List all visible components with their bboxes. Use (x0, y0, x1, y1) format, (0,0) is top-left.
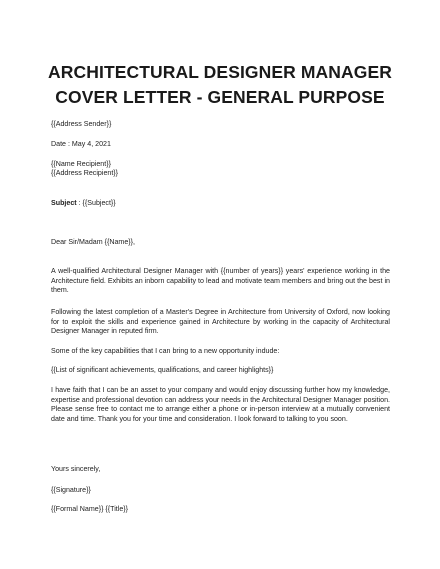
paragraph-introduction: A well-qualified Architectural Designer Manager with {{number of years}} years' experience working in the Architecture field. Exhibits an inborn capability to lead and motivate team members and bring out the best in them. (51, 267, 390, 295)
salutation: Dear Sir/Madam {{Name}}, (51, 238, 135, 246)
recipient-name: {{Name Recipient}} (51, 160, 111, 168)
paragraph-achievements: {{List of significant achievements, qualifications, and career highlights}} (51, 366, 274, 374)
document-title-line-2: COVER LETTER - GENERAL PURPOSE (55, 87, 385, 107)
paragraph-capabilities-intro: Some of the key capabilities that I can bring to a new opportunity indude: (51, 347, 280, 355)
subject-label: Subject (51, 199, 77, 207)
recipient-address: {{Address Recipient}} (51, 169, 119, 177)
signature-placeholder: {{Signature}} (51, 486, 91, 494)
subject-line (51, 199, 116, 208)
sender-address: {{Address Sender}} (51, 120, 112, 128)
subject-value: : {{Subject}} (76, 199, 116, 207)
letter-date: Date : May 4, 2021 (51, 140, 111, 148)
paragraph-closing-body: I have faith that I can be an asset to your company and would enjoy discussing further how my knowledge, expertise and professional devotion can address your needs in the Architectural Designer Manager position. Please sense free to contact me to arrange either a phone or in-person interview at a mutually convenient date and time. Thank you for your time and consideration. I look forward to talking to you soon. (51, 386, 390, 423)
formal-name-title: {{Formal Name}} {{Title}} (51, 505, 129, 513)
paragraph-education: Following the latest completion of a Master's Degree in Architecture from University of Oxford, now looking for to exploit the skills and experience gained in Architecture by working in the capacity of Architectural Designer Manager in reputed firm. (51, 308, 390, 336)
closing-phrase: Yours sincerely, (51, 465, 101, 473)
document-title-line-1: ARCHITECTURAL DESIGNER MANAGER (48, 62, 392, 82)
